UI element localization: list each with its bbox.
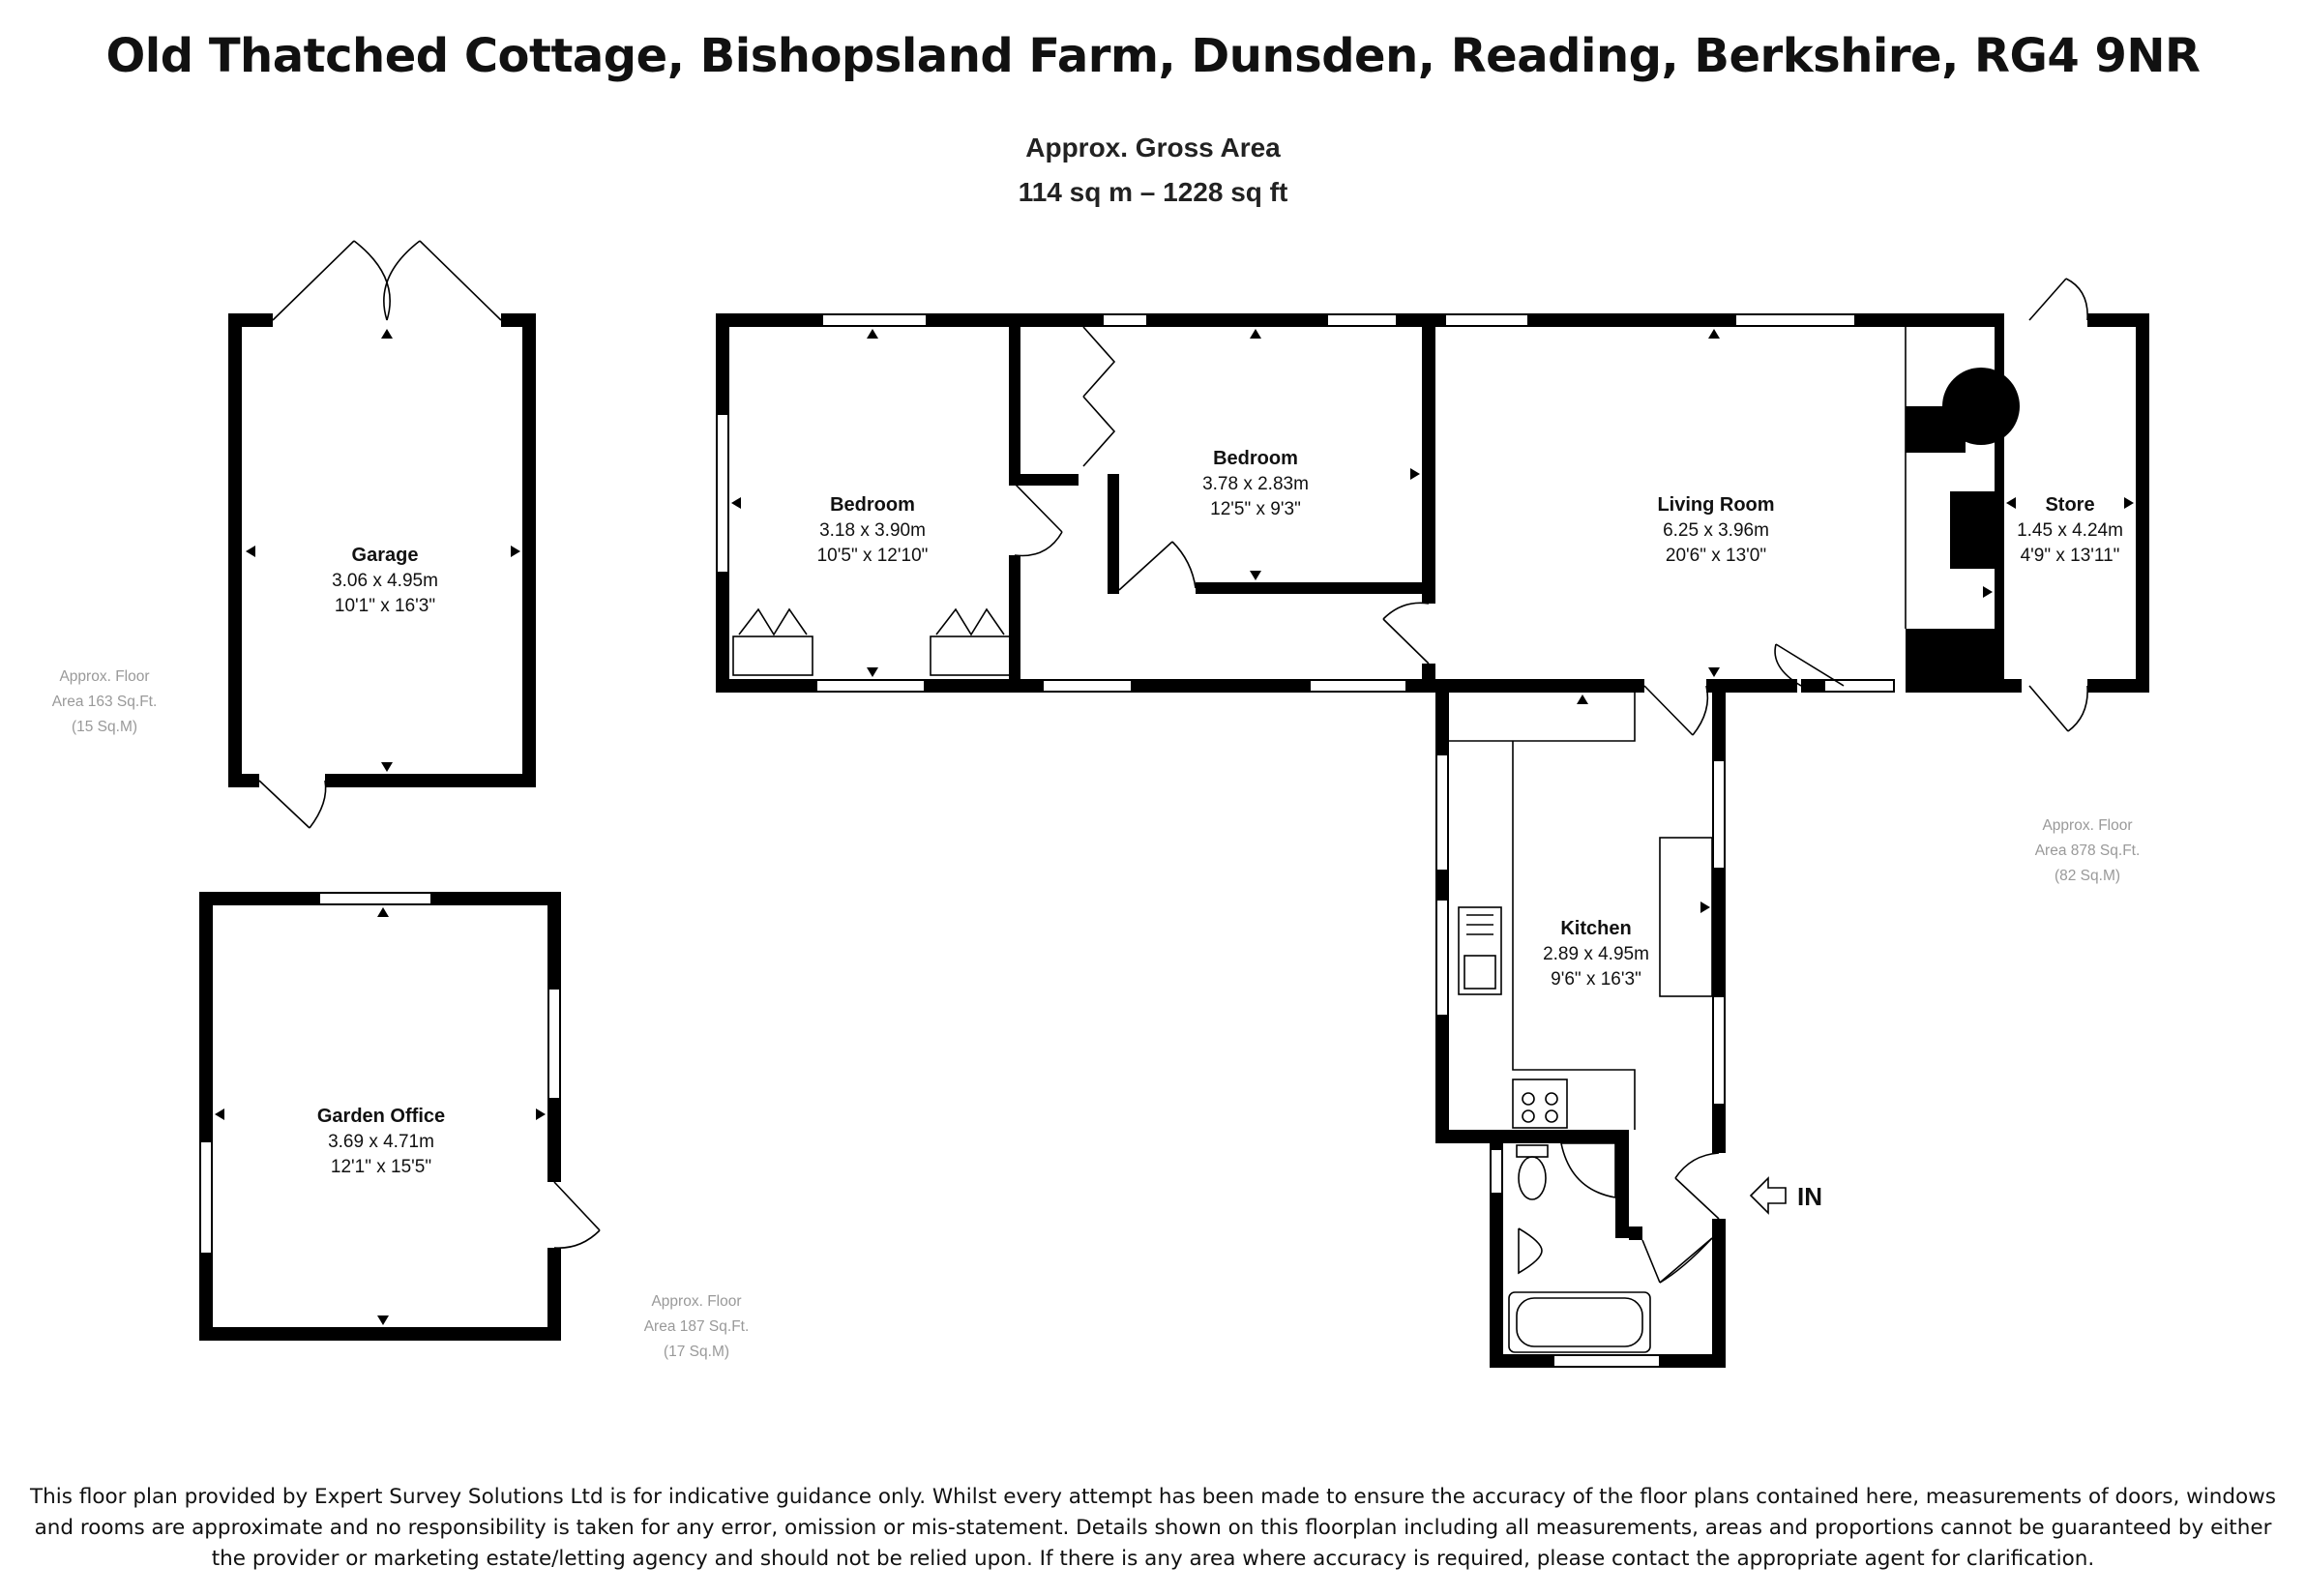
bedroom2-label xyxy=(1202,448,1309,519)
store-metric: 1.45 x 4.24m xyxy=(2017,520,2123,541)
office-area-note xyxy=(644,1293,750,1360)
store-imperial: 4'9" x 13'11" xyxy=(2020,546,2120,566)
disclaimer-text: This floor plan provided by Expert Survey Solutions Ltd is for indicative guidance only. Whilst every attempt has been made to ensure the accuracy of the floor plans contained here, measurements of doors, windows and rooms are approximate and no responsibility is taken for any error, omission or mis-statement. Details shown on this floorplan including all measurements, areas and proportions cannot be guaranteed by either the provider or marketing estate/letting agency and should not be relied upon. If there is any area where accuracy is required, please contact the appropriate agent for clarification. xyxy=(30,1485,2276,1571)
entrance-arrow-icon xyxy=(1751,1178,1786,1213)
main-area-line2: Area 878 Sq.Ft. xyxy=(2034,842,2141,859)
garage-metric: 3.06 x 4.95m xyxy=(332,571,438,591)
garage-name: Garage xyxy=(351,545,419,566)
entrance-label: IN xyxy=(1797,1182,1822,1211)
garage-label xyxy=(332,545,438,616)
main-house-doors xyxy=(733,279,2087,735)
living-room-metric: 6.25 x 3.96m xyxy=(1663,520,1769,541)
garden-office-label xyxy=(317,1106,445,1177)
garden-office-name: Garden Office xyxy=(316,1106,446,1127)
store-name: Store xyxy=(2045,494,2095,516)
garage-imperial: 10'1" x 16'3" xyxy=(334,596,436,616)
direction-markers xyxy=(215,329,2134,1325)
store-label xyxy=(2017,494,2123,566)
garage-area-line1: Approx. Floor xyxy=(59,668,150,685)
garage-area-note xyxy=(52,668,158,735)
kitchen-fittings xyxy=(1449,693,1719,1352)
main-area-line3: (82 Sq.M) xyxy=(2054,868,2121,884)
garden-office-windows xyxy=(200,893,560,1254)
office-area-line1: Approx. Floor xyxy=(651,1293,742,1310)
page-title: Old Thatched Cottage, Bishopsland Farm, Dunsden, Reading, Berkshire, RG4 9NR xyxy=(105,29,2201,83)
living-room-name: Living Room xyxy=(1657,494,1775,516)
kitchen-metric: 2.89 x 4.95m xyxy=(1543,944,1649,964)
main-area-line1: Approx. Floor xyxy=(2042,817,2133,834)
garage-side-door xyxy=(259,781,326,828)
bedroom2-metric: 3.78 x 2.83m xyxy=(1202,474,1309,494)
gross-area-label: Approx. Gross Area xyxy=(1025,133,1281,163)
kitchen-imperial: 9'6" x 16'3" xyxy=(1551,969,1641,990)
gross-area-value: 114 sq m – 1228 sq ft xyxy=(1018,177,1288,207)
office-area-line2: Area 187 Sq.Ft. xyxy=(643,1318,750,1335)
garage-double-door xyxy=(273,241,501,320)
garden-office-door xyxy=(554,1182,600,1248)
kitchen-name: Kitchen xyxy=(1560,918,1632,939)
garden-office-imperial: 12'1" x 15'5" xyxy=(330,1157,432,1177)
office-area-line3: (17 Sq.M) xyxy=(663,1344,730,1360)
bedroom1-label xyxy=(817,494,929,566)
bedroom2-imperial: 12'5" x 9'3" xyxy=(1210,499,1301,519)
kitchen-windows xyxy=(1436,754,1725,1367)
bedroom1-imperial: 10'5" x 12'10" xyxy=(816,546,929,566)
living-room-imperial: 20'6" x 13'0" xyxy=(1665,546,1767,566)
bedroom2-name: Bedroom xyxy=(1213,448,1298,469)
living-room-label xyxy=(1657,494,1774,566)
garden-office-metric: 3.69 x 4.71m xyxy=(328,1132,434,1152)
kitchen-label xyxy=(1543,918,1649,990)
main-area-note xyxy=(2035,817,2141,884)
bedroom1-name: Bedroom xyxy=(830,494,915,516)
bedroom1-metric: 3.18 x 3.90m xyxy=(819,520,926,541)
garage-area-line3: (15 Sq.M) xyxy=(71,719,138,735)
garage-area-line2: Area 163 Sq.Ft. xyxy=(51,694,158,710)
